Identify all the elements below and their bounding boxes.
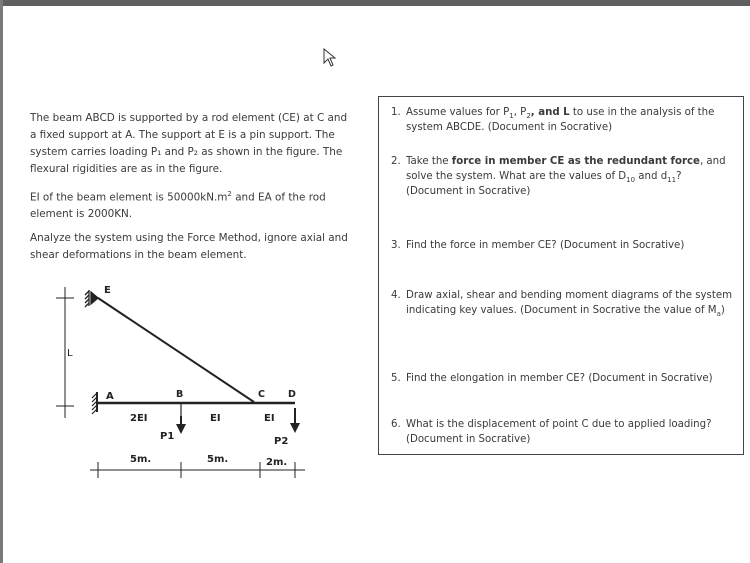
rigidity-statement: EI of the beam element is $50000kN.m^2$ and EA of the rod element is 2000KN. [30,190,326,221]
question-3: 3. Find the force in member CE? (Document in Socrative) [391,240,685,251]
dim-AB: 5m. [130,454,152,465]
load-P1-arrow [176,416,186,434]
question-5: 5. Find the elongation in member CE? (Document in Socrative) [391,373,713,384]
dim-CD: 2m. [266,457,288,468]
analysis-instruction: Analyze the system using the Force Method, ignore axial and shear deformations in the beam element. [30,232,348,261]
rigidity-CD: EI [264,413,275,424]
rigidity-AB: 2EI [130,413,148,424]
mouse-pointer-icon [323,48,337,68]
rod-CE [98,298,254,402]
fixed-support-A [92,392,97,414]
problem-statement: The beam ABCD is supported by a rod element (CE) at C and a fixed support at A. The support at E is a pin support. The system carries loading P₁ and P₂ as shown in the figure. The flexural rigidities are as in the figure. [30,112,348,175]
label-B: B [176,389,184,400]
question-2: 2. Take the force in member CE as the redundant force, and solve the system. What are the values of $D_{10}$ and $d_{11}$? (Document in Socrative) [391,156,726,197]
label-D: D [288,389,296,400]
load-P1-label: P1 [160,431,175,442]
label-A: A [106,391,114,402]
label-E: E [104,285,111,296]
load-P2-arrow [290,408,300,433]
question-6: 6. What is the displacement of point C due to applied loading? (Document in Socrative) [391,419,712,445]
rigidity-BC: EI [210,413,221,424]
label-L: L [67,348,73,359]
dim-BC: 5m. [207,454,229,465]
pin-support-E [85,290,98,307]
load-P2-label: P2 [274,436,289,447]
question-4: 4. Draw axial, shear and bending moment diagrams of the system indicating key values. (Document in Socrative the value of $M_a$) [391,290,733,319]
label-C: C [258,389,265,400]
question-1: 1. Assume values for $P_1$, $P_2$, and L to use in the analysis of the system ABCDE. (Document in Socrative) [391,107,715,133]
